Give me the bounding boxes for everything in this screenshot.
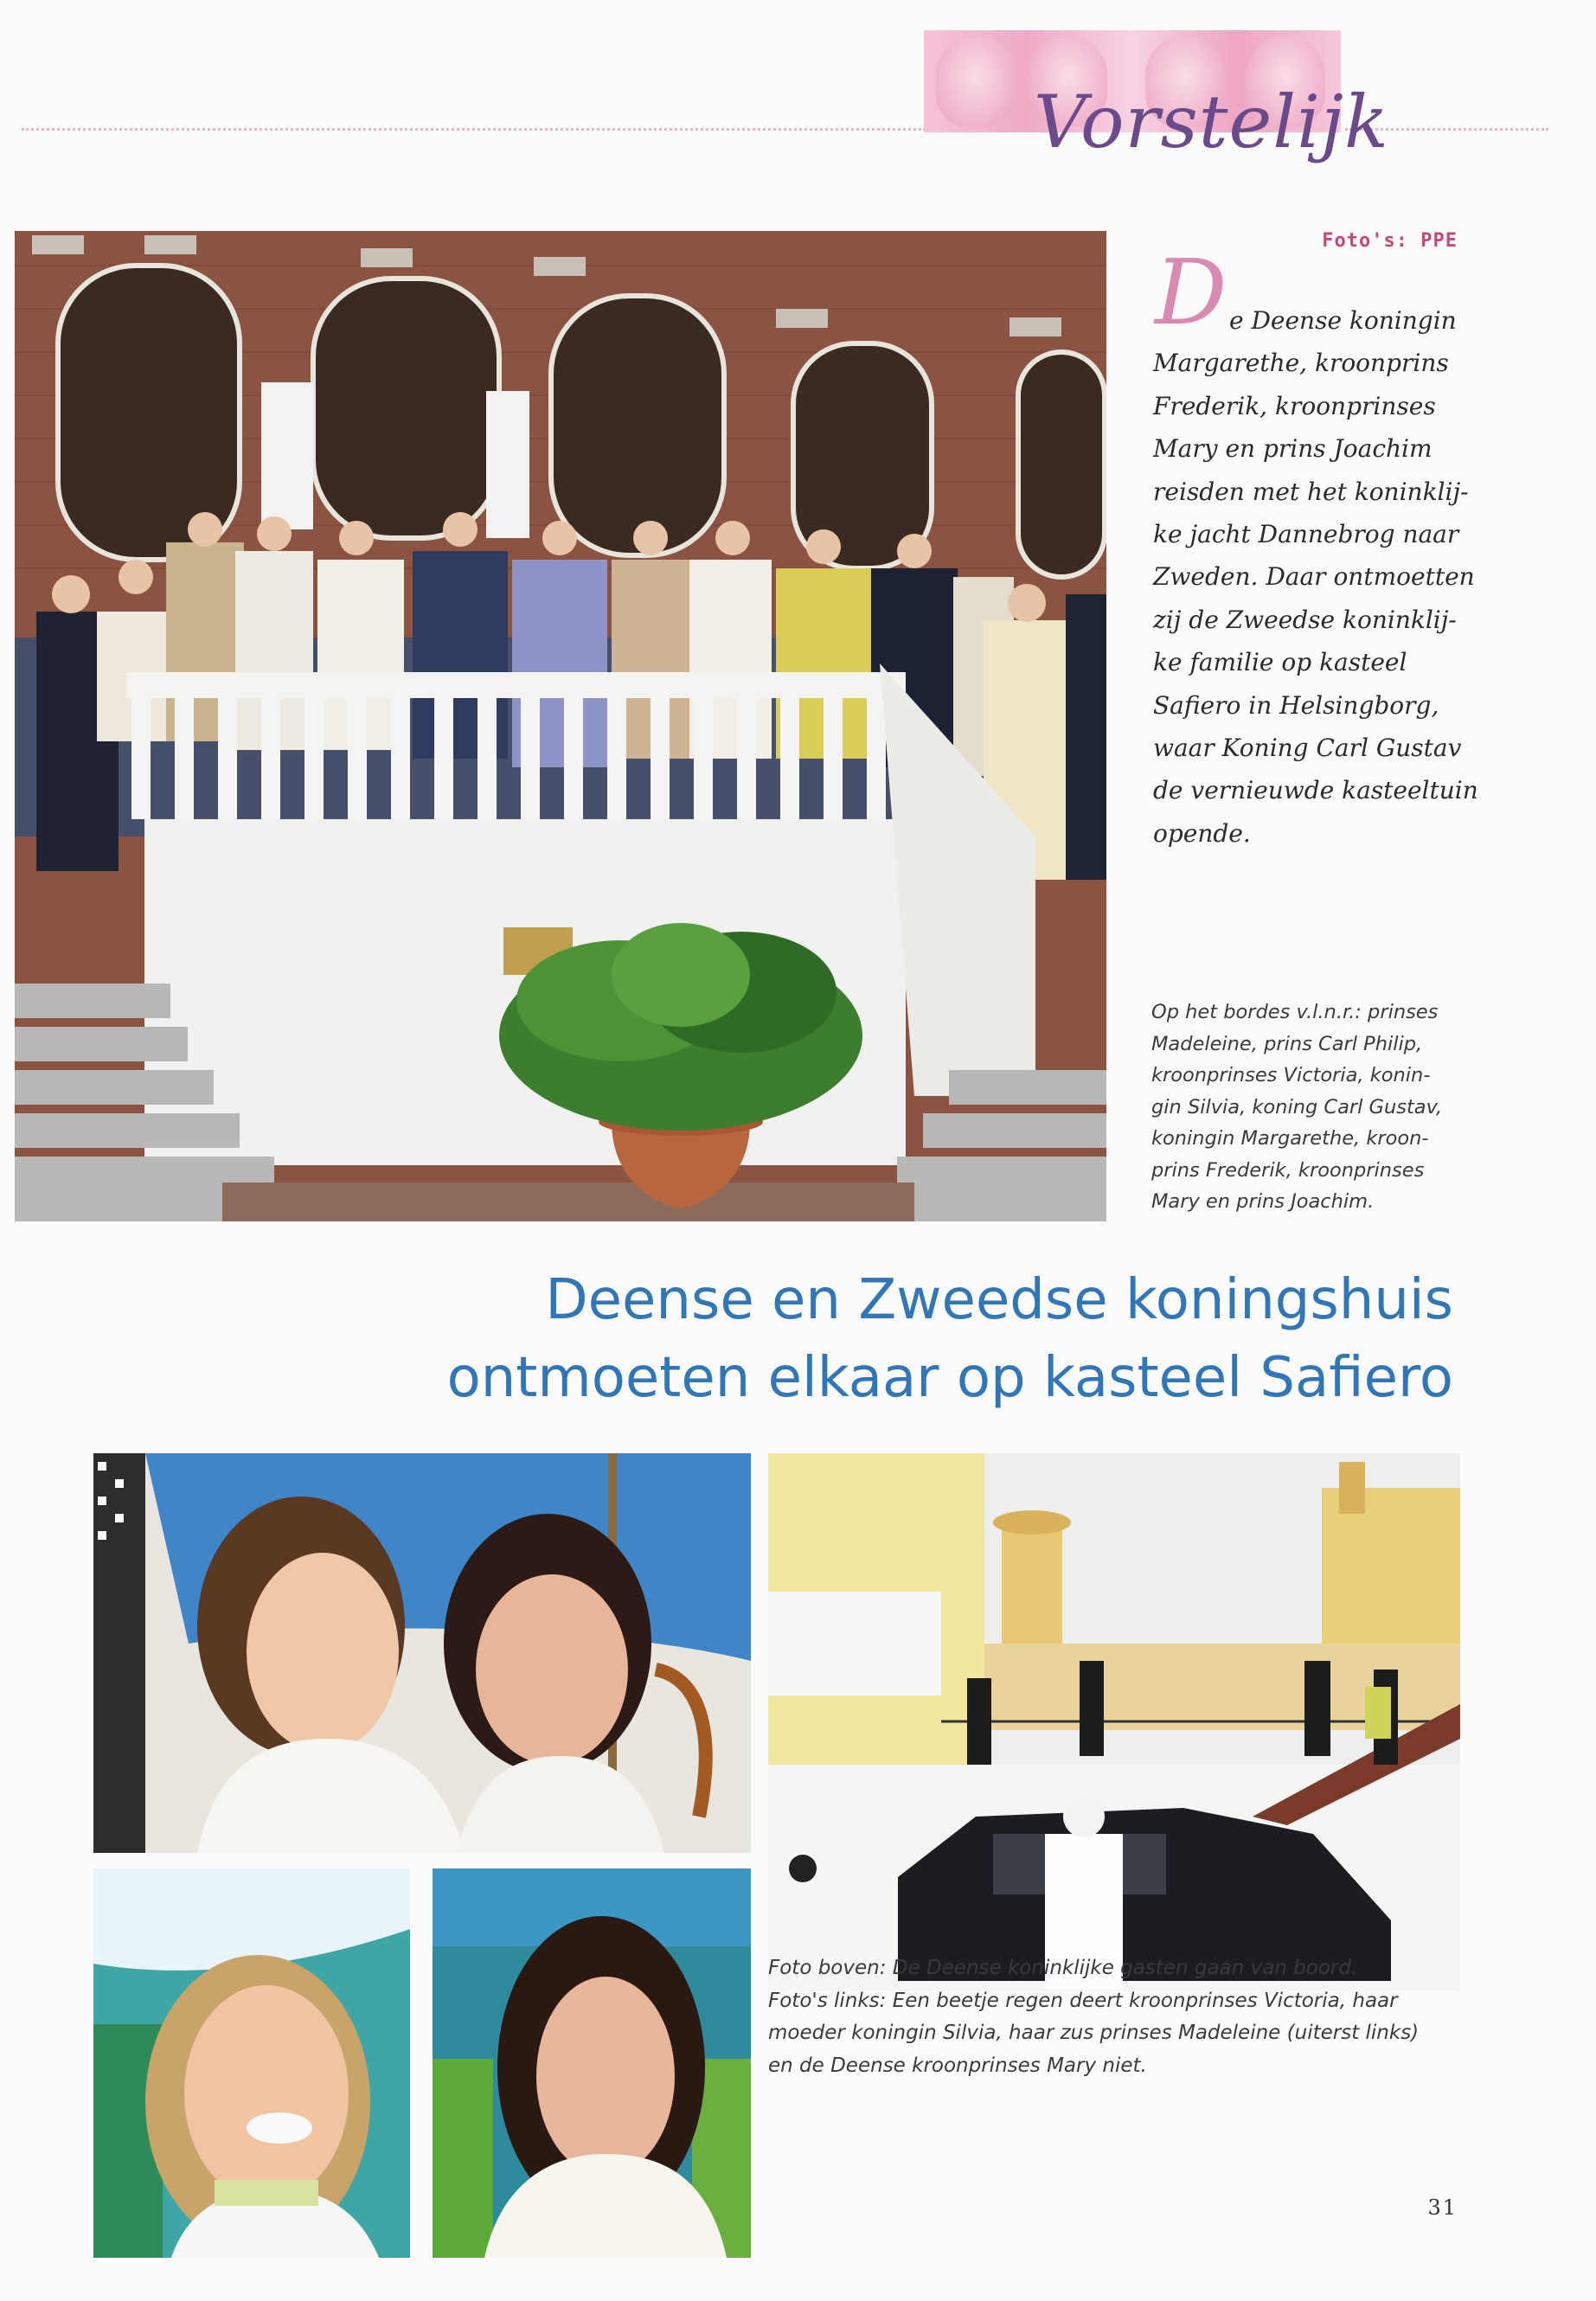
header-portrait	[936, 35, 1016, 127]
caption-bottom-photos	[768, 1952, 1473, 2082]
headline-line-2: ontmoeten elkaar op kasteel Safiero	[446, 1346, 1453, 1410]
caption-line: Mary en prins Joachim.	[1151, 1190, 1375, 1213]
intro-dropcap: D	[1155, 240, 1227, 345]
intro-line: Mary en prins Joachim	[1153, 434, 1433, 464]
intro-line: zij de Zweedse koninklij-	[1153, 605, 1457, 634]
intro-line: reisden met het koninklij-	[1153, 477, 1469, 506]
headline-line-1: Deense en Zweedse koningshuis	[545, 1268, 1453, 1332]
caption-line: prins Frederik, kroonprinses	[1151, 1158, 1425, 1182]
photo-madeleine	[93, 1868, 410, 2258]
intro-line: Margarethe, kroonprins	[1153, 349, 1449, 378]
section-title: Vorstelijk	[1034, 80, 1389, 164]
intro-text	[1153, 299, 1478, 855]
photo-ship-dannebrog	[768, 1453, 1460, 1991]
caption-line: Madeleine, prins Carl Philip,	[1151, 1032, 1423, 1055]
header-dotted-rule-left	[22, 128, 926, 131]
caption-line: Foto's links: Een beetje regen deert kroonprinses Victoria, haar	[768, 1989, 1398, 2012]
intro-line: Zweden. Daar ontmoetten	[1153, 562, 1475, 592]
intro-line: Frederik, kroonprinses	[1153, 391, 1436, 420]
intro-line: ke jacht Dannebrog naar	[1153, 520, 1459, 549]
article-headline	[307, 1261, 1453, 1417]
caption-line: moeder koningin Silvia, haar zus prinses Madeleine (uiterst links)	[768, 2022, 1420, 2044]
photo-victoria-silvia-umbrella	[93, 1453, 751, 1853]
intro-line: de vernieuwde kasteeltuin	[1153, 776, 1478, 805]
intro-line: waar Koning Carl Gustav	[1153, 734, 1462, 763]
caption-line: Op het bordes v.l.n.r.: prinses	[1151, 1001, 1439, 1023]
caption-line: en de Deense kroonprinses Mary niet.	[768, 2054, 1147, 2077]
caption-top-photo	[1151, 997, 1471, 1218]
intro-line: ke familie op kasteel	[1153, 648, 1407, 677]
caption-line: koningin Margarethe, kroon-	[1151, 1127, 1429, 1150]
intro-line: e Deense koningin	[1229, 306, 1457, 335]
caption-line: Foto boven: De Deense koninklijke gasten gaan van boord.	[768, 1957, 1358, 1979]
photo-mary	[433, 1868, 751, 2258]
photo-credit: Foto's: PPE	[1322, 230, 1458, 252]
caption-line: kroonprinses Victoria, konin-	[1151, 1064, 1431, 1086]
page-number: 31	[1427, 2195, 1458, 2220]
intro-line: Safiero in Helsingborg,	[1153, 690, 1439, 720]
intro-line: opende.	[1153, 818, 1251, 848]
caption-line: gin Silvia, koning Carl Gustav,	[1151, 1095, 1443, 1118]
main-photo-castle-steps	[15, 231, 1106, 1221]
